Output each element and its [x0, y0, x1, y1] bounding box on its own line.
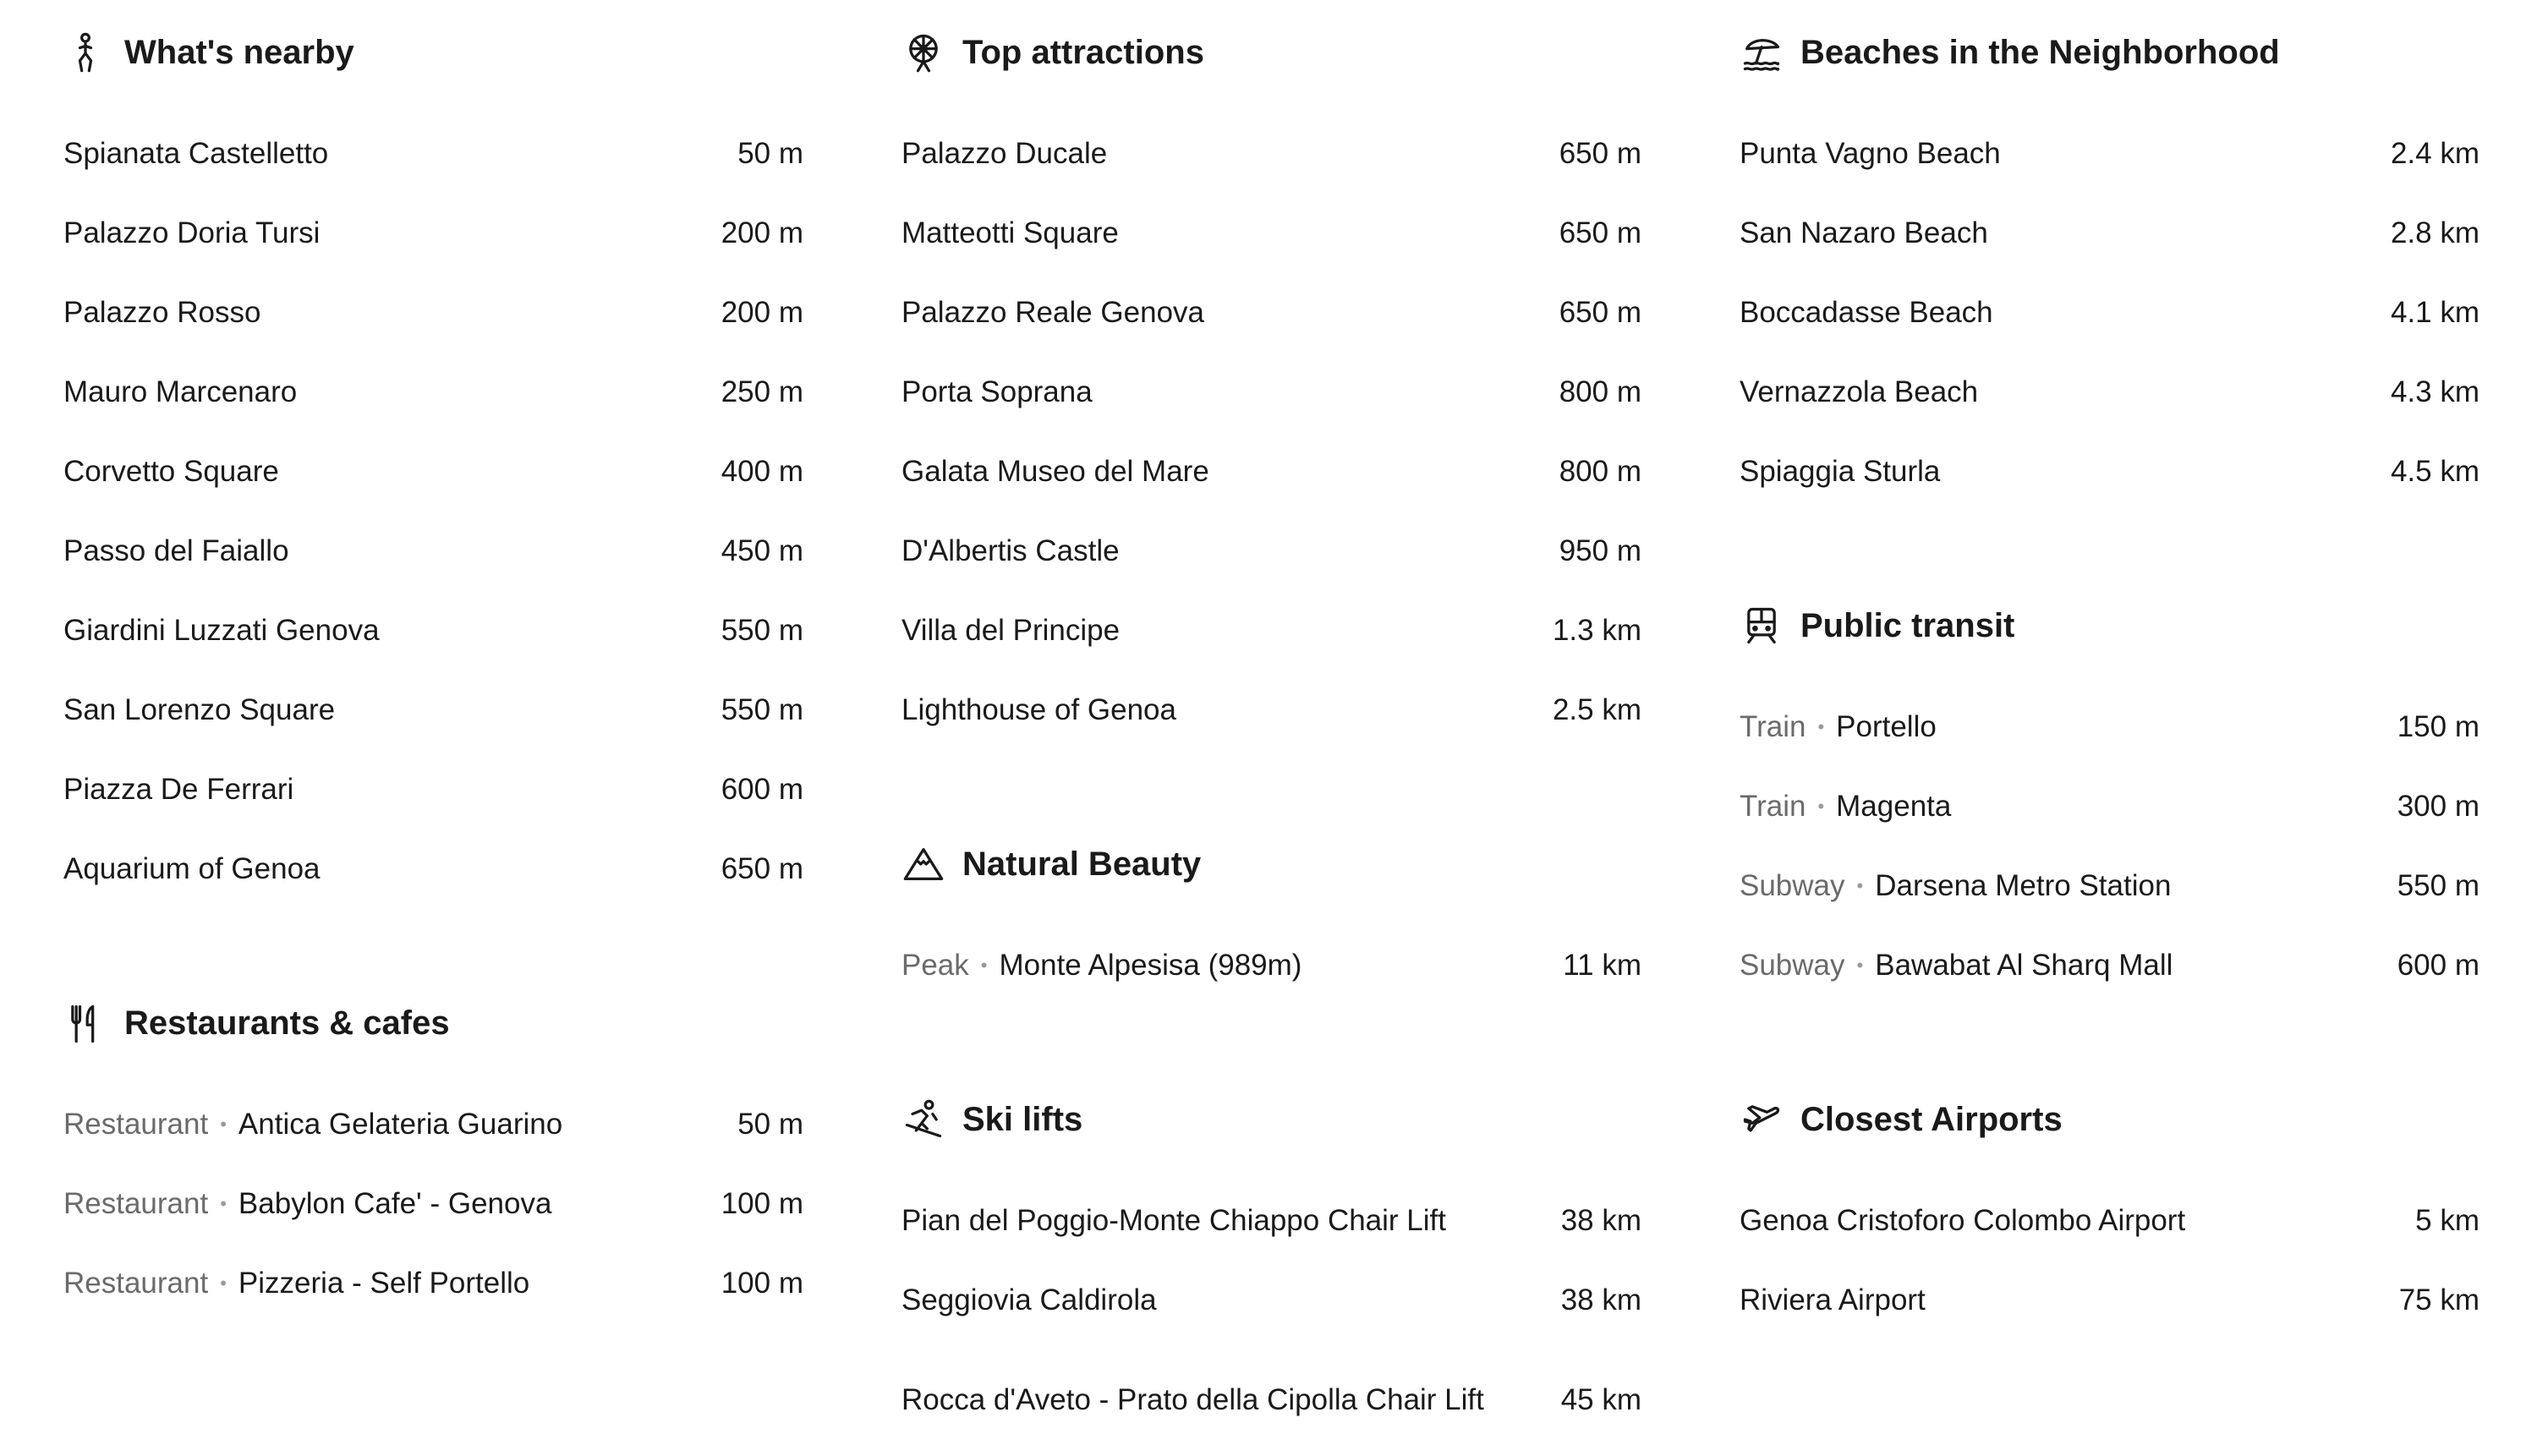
distance: 50 m [737, 1108, 803, 1141]
distance: 2.8 km [2390, 216, 2479, 249]
section-title: Restaurants & cafes [124, 1004, 450, 1042]
distance: 250 m [721, 375, 803, 408]
list-item[interactable] [63, 750, 803, 829]
section-title: Closest Airports [1800, 1100, 2063, 1138]
separator-dot: • [220, 1193, 227, 1214]
section-top-attractions [901, 27, 1641, 750]
list-item[interactable] [63, 512, 803, 591]
list-item[interactable] [1740, 194, 2479, 273]
place-name: Galata Museo del Mare [901, 455, 1209, 488]
distance: 4.3 km [2390, 375, 2479, 408]
category-label: Subway [1740, 949, 1845, 982]
list-item[interactable] [1740, 687, 2479, 767]
section-title: Beaches in the Neighborhood [1800, 33, 2280, 71]
list [901, 926, 1641, 1005]
mountain-icon [901, 842, 945, 886]
distance: 950 m [1559, 534, 1641, 567]
list-item[interactable] [901, 273, 1641, 353]
distance: 2.5 km [1552, 693, 1641, 726]
distance: 550 m [2397, 869, 2479, 902]
place-name: Giardini Luzzati Genova [63, 614, 380, 647]
list-item[interactable] [1740, 114, 2479, 194]
place-name: San Lorenzo Square [63, 693, 336, 726]
place-name: Aquarium of Genoa [63, 852, 321, 885]
list [63, 1085, 803, 1323]
place-name: San Nazaro Beach [1740, 216, 1988, 249]
fork-knife-icon [63, 1001, 107, 1045]
place-name: Portello [1836, 710, 1937, 743]
separator-dot: • [1817, 796, 1825, 817]
place-name: Punta Vagno Beach [1740, 137, 2001, 170]
distance: 450 m [721, 534, 803, 567]
list-item[interactable] [63, 829, 803, 909]
list-item[interactable] [63, 273, 803, 353]
distance: 50 m [737, 137, 803, 170]
distance: 600 m [2397, 949, 2479, 982]
place-name: Pizzeria - Self Portello [238, 1267, 530, 1300]
distance: 400 m [721, 455, 803, 488]
section-title: Ski lifts [962, 1100, 1083, 1138]
section-natural-beauty [901, 839, 1641, 1005]
list [1740, 687, 2479, 1005]
section-header [901, 1094, 1641, 1145]
section-header [63, 998, 803, 1048]
section-header [901, 839, 1641, 889]
list-item[interactable] [1740, 926, 2479, 1005]
place-name: Babylon Cafe' - Genova [238, 1187, 552, 1220]
place-name: Palazzo Doria Tursi [63, 216, 321, 249]
list [63, 114, 803, 909]
distance: 1.3 km [1552, 614, 1641, 647]
list-item[interactable] [1740, 353, 2479, 432]
list-item[interactable] [63, 114, 803, 194]
place-name: Darsena Metro Station [1875, 869, 2172, 902]
train-icon [1740, 604, 1784, 648]
category-label: Train [1740, 710, 1806, 743]
section-public-transit [1740, 600, 2479, 1005]
list-item[interactable] [901, 353, 1641, 432]
place-name: Spianata Castelletto [63, 137, 329, 170]
skier-icon [901, 1097, 945, 1141]
place-name: Piazza De Ferrari [63, 773, 294, 806]
list-item[interactable] [63, 432, 803, 512]
distance: 150 m [2397, 710, 2479, 743]
distance: 38 km [1560, 1204, 1641, 1237]
list-item[interactable] [63, 591, 803, 671]
list-item[interactable] [63, 194, 803, 273]
place-name: D'Albertis Castle [901, 534, 1120, 567]
section-header [1740, 600, 2479, 651]
category-label: Train [1740, 790, 1806, 823]
distance: 800 m [1559, 375, 1641, 408]
place-name: Bawabat Al Sharq Mall [1875, 949, 2173, 982]
place-name: Riviera Airport [1740, 1284, 1926, 1316]
place-name: Pian del Poggio-Monte Chiappo Chair Lift [901, 1204, 1446, 1237]
distance: 5 km [2415, 1204, 2479, 1237]
separator-dot: • [220, 1114, 227, 1135]
list-item[interactable] [901, 1350, 1641, 1450]
list-item[interactable] [63, 1164, 803, 1244]
place-name: Palazzo Ducale [901, 137, 1108, 170]
separator-dot: • [1856, 875, 1864, 896]
distance: 300 m [2397, 790, 2479, 823]
place-name: Vernazzola Beach [1740, 375, 1979, 408]
place-name: Palazzo Rosso [63, 296, 261, 329]
distance: 100 m [721, 1267, 803, 1300]
section-airports [1740, 1094, 2479, 1340]
place-name: Spiaggia Sturla [1740, 455, 1941, 488]
category-label: Restaurant [63, 1187, 209, 1220]
section-whats-nearby [63, 27, 803, 909]
list-item[interactable] [901, 926, 1641, 1005]
list-item[interactable] [901, 114, 1641, 194]
place-name: Passo del Faiallo [63, 534, 289, 567]
place-name: Magenta [1836, 790, 1952, 823]
section-title: Public transit [1800, 606, 2015, 644]
place-name: Boccadasse Beach [1740, 296, 1993, 329]
distance: 200 m [721, 216, 803, 249]
distance: 2.4 km [2390, 137, 2479, 170]
distance: 550 m [721, 614, 803, 647]
distance: 550 m [721, 693, 803, 726]
section-title: Top attractions [962, 33, 1204, 71]
place-name: Seggiovia Caldirola [901, 1284, 1157, 1316]
section-header [63, 27, 803, 78]
list-item[interactable] [1740, 432, 2479, 512]
place-name: Monte Alpesisa (989m) [999, 949, 1302, 982]
list-item[interactable] [63, 353, 803, 432]
beach-umbrella-icon [1740, 30, 1784, 74]
place-name: Porta Soprana [901, 375, 1093, 408]
list-item[interactable] [1740, 1181, 2479, 1261]
place-name: Corvetto Square [63, 455, 279, 488]
list-item[interactable] [63, 671, 803, 750]
section-header [1740, 1094, 2479, 1145]
airplane-icon [1740, 1097, 1784, 1141]
distance: 75 km [2398, 1284, 2479, 1316]
place-name: Palazzo Reale Genova [901, 296, 1204, 329]
distance: 38 km [1560, 1284, 1641, 1316]
category-label: Peak [901, 949, 969, 982]
list-item[interactable] [63, 1244, 803, 1323]
separator-dot: • [1817, 716, 1825, 737]
list-item[interactable] [1740, 1261, 2479, 1340]
person-walking-icon [63, 30, 107, 74]
list [901, 1181, 1641, 1450]
section-title: Natural Beauty [962, 845, 1202, 883]
place-name: Lighthouse of Genoa [901, 693, 1176, 726]
list [1740, 1181, 2479, 1340]
section-title: What's nearby [124, 33, 354, 71]
list-item[interactable] [901, 432, 1641, 512]
place-name: Mauro Marcenaro [63, 375, 298, 408]
section-header [1740, 27, 2479, 78]
list-item[interactable] [1740, 767, 2479, 846]
distance: 650 m [1559, 137, 1641, 170]
distance: 200 m [721, 296, 803, 329]
place-name: Genoa Cristoforo Colombo Airport [1740, 1204, 2186, 1237]
list [1740, 114, 2479, 512]
section-ski-lifts [901, 1094, 1641, 1450]
separator-dot: • [1856, 955, 1864, 976]
place-name: Antica Gelateria Guarino [238, 1108, 563, 1141]
section-header [901, 27, 1641, 78]
place-name: Matteotti Square [901, 216, 1119, 249]
category-label: Restaurant [63, 1108, 209, 1141]
place-name: Villa del Principe [901, 614, 1121, 647]
distance: 45 km [1560, 1383, 1641, 1416]
distance: 11 km [1563, 949, 1641, 982]
list-item[interactable] [901, 591, 1641, 671]
separator-dot: • [980, 955, 988, 976]
distance: 600 m [721, 773, 803, 806]
distance: 4.1 km [2390, 296, 2479, 329]
list-item[interactable] [63, 1085, 803, 1164]
section-beaches [1740, 27, 2479, 512]
distance: 100 m [721, 1187, 803, 1220]
distance: 650 m [1559, 296, 1641, 329]
list-item[interactable] [1740, 273, 2479, 353]
place-name: Rocca d'Aveto - Prato della Cipolla Chair Lift [901, 1383, 1484, 1416]
distance: 650 m [1559, 216, 1641, 249]
distance: 800 m [1559, 455, 1641, 488]
list-item[interactable] [901, 512, 1641, 591]
section-restaurants [63, 998, 803, 1323]
list-item[interactable] [901, 194, 1641, 273]
list-item[interactable] [901, 1261, 1641, 1340]
separator-dot: • [220, 1273, 227, 1294]
list-item[interactable] [1740, 846, 2479, 926]
category-label: Restaurant [63, 1267, 209, 1300]
distance: 650 m [721, 852, 803, 885]
list-item[interactable] [901, 1181, 1641, 1261]
category-label: Subway [1740, 869, 1845, 902]
distance: 4.5 km [2390, 455, 2479, 488]
list [901, 114, 1641, 750]
list-item[interactable] [901, 671, 1641, 750]
ferris-wheel-icon [901, 30, 945, 74]
